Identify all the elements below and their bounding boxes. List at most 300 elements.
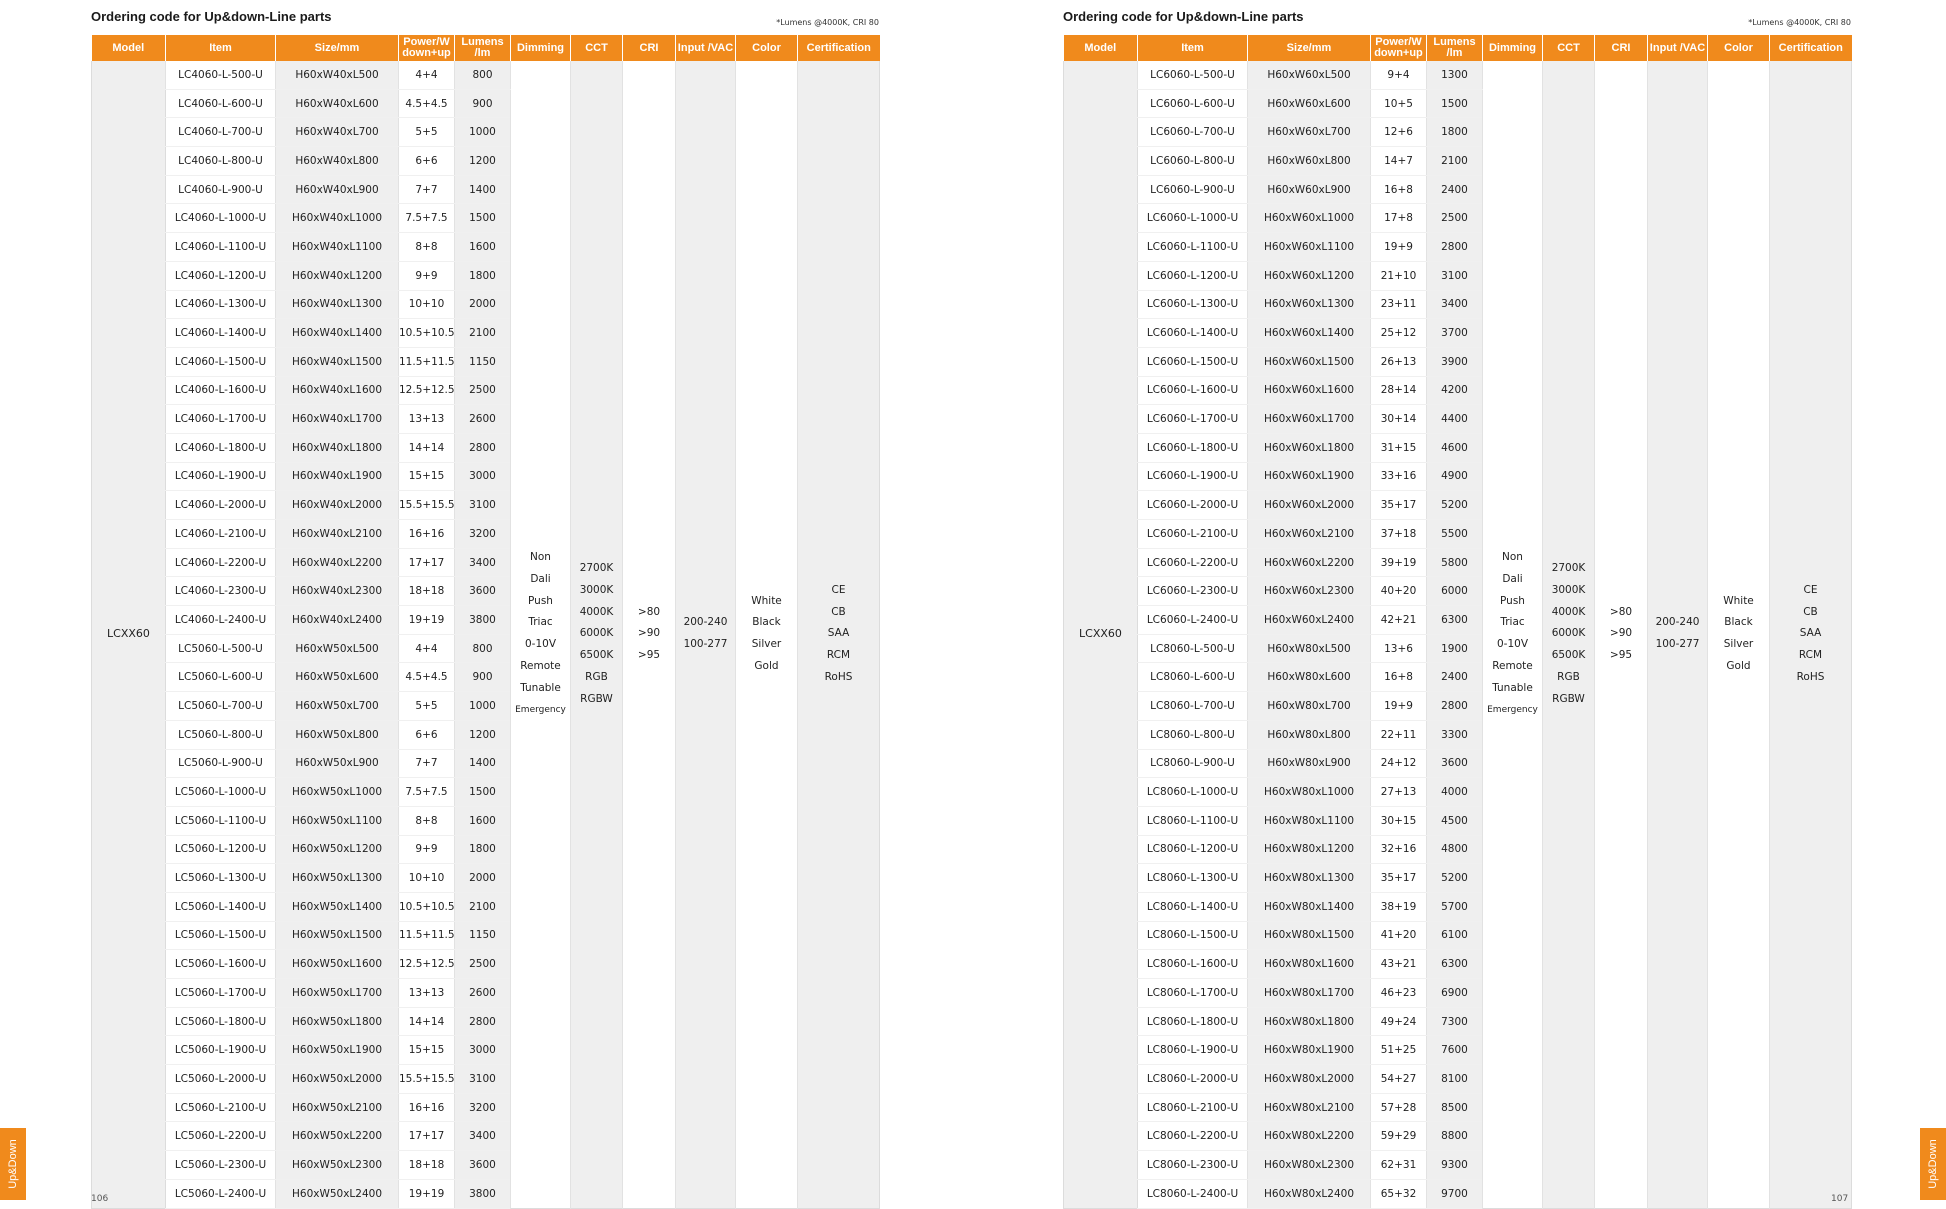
item-cell: LC5060-L-1700-U bbox=[166, 979, 276, 1008]
item-cell: LC8060-L-600-U bbox=[1138, 663, 1248, 692]
color-option: Silver bbox=[1723, 638, 1754, 651]
lumens-cell: 3600 bbox=[455, 577, 511, 606]
size-cell: H60xW40xL2000 bbox=[276, 491, 399, 520]
lumens-cell: 1000 bbox=[455, 692, 511, 721]
power-cell: 30+14 bbox=[1371, 405, 1427, 434]
certification-option: RoHS bbox=[824, 670, 853, 683]
certification-cell bbox=[1770, 61, 1852, 1208]
power-cell: 12+6 bbox=[1371, 118, 1427, 147]
section-side-tab[interactable] bbox=[0, 1128, 26, 1200]
cct-option: 2700K bbox=[1551, 561, 1586, 574]
lumens-cell: 1500 bbox=[455, 204, 511, 233]
header-power: Power/W down+up bbox=[399, 35, 455, 61]
item-cell: LC6060-L-1600-U bbox=[1138, 376, 1248, 405]
item-cell: LC6060-L-1100-U bbox=[1138, 233, 1248, 262]
certification-option: RCM bbox=[1798, 649, 1823, 662]
size-cell: H60xW40xL1300 bbox=[276, 290, 399, 319]
section-side-tab[interactable] bbox=[1920, 1128, 1946, 1200]
item-cell: LC6060-L-500-U bbox=[1138, 61, 1248, 89]
size-cell: H60xW40xL1900 bbox=[276, 462, 399, 491]
item-cell: LC6060-L-1500-U bbox=[1138, 347, 1248, 376]
power-cell: 16+16 bbox=[399, 1093, 455, 1122]
cct-option: 6500K bbox=[579, 649, 614, 662]
lumens-cell: 2800 bbox=[1427, 692, 1483, 721]
item-cell: LC5060-L-2100-U bbox=[166, 1093, 276, 1122]
certification-cell bbox=[798, 61, 880, 1208]
cct-option: 4000K bbox=[1551, 605, 1586, 618]
certification-option: CB bbox=[831, 605, 846, 618]
dimming-option: Remote bbox=[520, 660, 561, 673]
item-cell: LC6060-L-1200-U bbox=[1138, 261, 1248, 290]
item-cell: LC6060-L-2200-U bbox=[1138, 548, 1248, 577]
item-cell: LC4060-L-2100-U bbox=[166, 520, 276, 549]
size-cell: H60xW60xL2000 bbox=[1248, 491, 1371, 520]
header-certification: Certification bbox=[798, 35, 880, 61]
lumens-cell: 3300 bbox=[1427, 720, 1483, 749]
color-option: Black bbox=[752, 616, 781, 629]
cct-option: 6000K bbox=[579, 627, 614, 640]
section-side-tab-label: Up&Down bbox=[7, 1139, 19, 1189]
size-cell: H60xW80xL2100 bbox=[1248, 1093, 1371, 1122]
power-cell: 6+6 bbox=[399, 147, 455, 176]
size-cell: H60xW80xL1700 bbox=[1248, 979, 1371, 1008]
item-cell: LC4060-L-1800-U bbox=[166, 433, 276, 462]
header-dimming: Dimming bbox=[1483, 35, 1543, 61]
cct-option: RGB bbox=[585, 670, 608, 683]
ordering-table bbox=[1063, 35, 1852, 1209]
power-cell: 10.5+10.5 bbox=[399, 892, 455, 921]
input-option: 200-240 bbox=[1655, 616, 1700, 629]
header-power: Power/W down+up bbox=[1371, 35, 1427, 61]
item-cell: LC4060-L-1400-U bbox=[166, 319, 276, 348]
certification-option: SAA bbox=[827, 627, 850, 640]
size-cell: H60xW50xL1200 bbox=[276, 835, 399, 864]
lumens-cell: 2600 bbox=[455, 979, 511, 1008]
size-cell: H60xW60xL1900 bbox=[1248, 462, 1371, 491]
power-cell: 12.5+12.5 bbox=[399, 376, 455, 405]
lumens-cell: 4800 bbox=[1427, 835, 1483, 864]
dimming-option: Tunable bbox=[1492, 681, 1533, 694]
size-cell: H60xW80xL1100 bbox=[1248, 806, 1371, 835]
item-cell: LC6060-L-800-U bbox=[1138, 147, 1248, 176]
size-cell: H60xW40xL2300 bbox=[276, 577, 399, 606]
size-cell: H60xW40xL500 bbox=[276, 61, 399, 89]
lumens-cell: 1500 bbox=[1427, 89, 1483, 118]
item-cell: LC4060-L-1600-U bbox=[166, 376, 276, 405]
size-cell: H60xW50xL2000 bbox=[276, 1065, 399, 1094]
lumens-cell: 7600 bbox=[1427, 1036, 1483, 1065]
power-cell: 4+4 bbox=[399, 634, 455, 663]
lumens-cell: 4400 bbox=[1427, 405, 1483, 434]
power-cell: 14+7 bbox=[1371, 147, 1427, 176]
lumens-cell: 1400 bbox=[455, 175, 511, 204]
certification-option: RoHS bbox=[1796, 670, 1825, 683]
size-cell: H60xW40xL1800 bbox=[276, 433, 399, 462]
size-cell: H60xW80xL2400 bbox=[1248, 1179, 1371, 1208]
lumens-cell: 2100 bbox=[1427, 147, 1483, 176]
lumens-cell: 4000 bbox=[1427, 778, 1483, 807]
lumens-cell: 9300 bbox=[1427, 1151, 1483, 1180]
size-cell: H60xW60xL1600 bbox=[1248, 376, 1371, 405]
size-cell: H60xW50xL2300 bbox=[276, 1151, 399, 1180]
lumens-cell: 3100 bbox=[455, 1065, 511, 1094]
lumens-cell: 1200 bbox=[455, 720, 511, 749]
power-cell: 42+21 bbox=[1371, 606, 1427, 635]
item-cell: LC4060-L-1000-U bbox=[166, 204, 276, 233]
size-cell: H60xW80xL1900 bbox=[1248, 1036, 1371, 1065]
lumens-cell: 3800 bbox=[455, 606, 511, 635]
size-cell: H60xW60xL2100 bbox=[1248, 520, 1371, 549]
power-cell: 35+17 bbox=[1371, 491, 1427, 520]
size-cell: H60xW60xL1100 bbox=[1248, 233, 1371, 262]
input-option: 100-277 bbox=[1655, 638, 1700, 651]
size-cell: H60xW50xL1500 bbox=[276, 921, 399, 950]
size-cell: H60xW40xL1600 bbox=[276, 376, 399, 405]
table-row bbox=[1064, 61, 1852, 89]
power-cell: 65+32 bbox=[1371, 1179, 1427, 1208]
power-cell: 7+7 bbox=[399, 175, 455, 204]
header-input: Input /VAC bbox=[1648, 35, 1708, 61]
cct-option: RGBW bbox=[580, 692, 613, 705]
lumens-cell: 3000 bbox=[455, 1036, 511, 1065]
power-cell: 7+7 bbox=[399, 749, 455, 778]
item-cell: LC8060-L-2300-U bbox=[1138, 1151, 1248, 1180]
lumens-cell: 2800 bbox=[455, 433, 511, 462]
power-cell: 46+23 bbox=[1371, 979, 1427, 1008]
item-cell: LC8060-L-700-U bbox=[1138, 692, 1248, 721]
power-cell: 9+9 bbox=[399, 835, 455, 864]
color-option: White bbox=[751, 594, 782, 607]
power-cell: 4.5+4.5 bbox=[399, 663, 455, 692]
size-cell: H60xW40xL2200 bbox=[276, 548, 399, 577]
lumens-cell: 6300 bbox=[1427, 606, 1483, 635]
item-cell: LC8060-L-500-U bbox=[1138, 634, 1248, 663]
item-cell: LC4060-L-2400-U bbox=[166, 606, 276, 635]
item-cell: LC5060-L-2400-U bbox=[166, 1179, 276, 1208]
item-cell: LC6060-L-1400-U bbox=[1138, 319, 1248, 348]
header-model: Model bbox=[92, 35, 166, 61]
power-cell: 23+11 bbox=[1371, 290, 1427, 319]
dimming-option: Triac bbox=[528, 616, 553, 629]
lumens-cell: 2000 bbox=[455, 290, 511, 319]
lumens-cell: 2100 bbox=[455, 319, 511, 348]
power-cell: 9+4 bbox=[1371, 61, 1427, 89]
size-cell: H60xW80xL1500 bbox=[1248, 921, 1371, 950]
lumens-cell: 3400 bbox=[1427, 290, 1483, 319]
power-cell: 54+27 bbox=[1371, 1065, 1427, 1094]
size-cell: H60xW80xL1600 bbox=[1248, 950, 1371, 979]
power-cell: 30+15 bbox=[1371, 806, 1427, 835]
item-cell: LC5060-L-800-U bbox=[166, 720, 276, 749]
item-cell: LC5060-L-1800-U bbox=[166, 1007, 276, 1036]
size-cell: H60xW50xL1100 bbox=[276, 806, 399, 835]
size-cell: H60xW80xL1800 bbox=[1248, 1007, 1371, 1036]
header-cct: CCT bbox=[1543, 35, 1595, 61]
power-cell: 13+6 bbox=[1371, 634, 1427, 663]
lumens-cell: 8800 bbox=[1427, 1122, 1483, 1151]
size-cell: H60xW50xL2400 bbox=[276, 1179, 399, 1208]
power-cell: 8+8 bbox=[399, 806, 455, 835]
item-cell: LC5060-L-1500-U bbox=[166, 921, 276, 950]
power-cell: 43+21 bbox=[1371, 950, 1427, 979]
item-cell: LC5060-L-2000-U bbox=[166, 1065, 276, 1094]
power-cell: 11.5+11.5 bbox=[399, 347, 455, 376]
size-cell: H60xW80xL2200 bbox=[1248, 1122, 1371, 1151]
lumens-cell: 3000 bbox=[455, 462, 511, 491]
size-cell: H60xW60xL2200 bbox=[1248, 548, 1371, 577]
power-cell: 5+5 bbox=[399, 692, 455, 721]
cct-option: 6500K bbox=[1551, 649, 1586, 662]
certification-option: RCM bbox=[826, 649, 851, 662]
power-cell: 18+18 bbox=[399, 1151, 455, 1180]
power-cell: 19+19 bbox=[399, 1179, 455, 1208]
item-cell: LC4060-L-1900-U bbox=[166, 462, 276, 491]
lumens-cell: 6100 bbox=[1427, 921, 1483, 950]
dimming-option: Non bbox=[530, 551, 551, 564]
power-cell: 13+13 bbox=[399, 405, 455, 434]
page-number: 107 bbox=[1831, 1194, 1849, 1204]
cri-option: >95 bbox=[637, 649, 661, 662]
item-cell: LC8060-L-2200-U bbox=[1138, 1122, 1248, 1151]
size-cell: H60xW80xL600 bbox=[1248, 663, 1371, 692]
lumens-cell: 1200 bbox=[455, 147, 511, 176]
power-cell: 10+10 bbox=[399, 290, 455, 319]
lumens-cell: 3100 bbox=[455, 491, 511, 520]
dimming-option: Dali bbox=[530, 572, 551, 585]
lumens-cell: 3600 bbox=[455, 1151, 511, 1180]
lumens-cell: 1900 bbox=[1427, 634, 1483, 663]
lumens-cell: 9700 bbox=[1427, 1179, 1483, 1208]
size-cell: H60xW60xL2300 bbox=[1248, 577, 1371, 606]
lumens-cell: 800 bbox=[455, 634, 511, 663]
size-cell: H60xW80xL2000 bbox=[1248, 1065, 1371, 1094]
color-option: Black bbox=[1724, 616, 1753, 629]
dimming-option: Tunable bbox=[520, 681, 561, 694]
size-cell: H60xW50xL1900 bbox=[276, 1036, 399, 1065]
color-cell bbox=[1708, 61, 1770, 1208]
size-cell: H60xW50xL2200 bbox=[276, 1122, 399, 1151]
size-cell: H60xW60xL2400 bbox=[1248, 606, 1371, 635]
ordering-table bbox=[91, 35, 880, 1209]
lumens-cell: 1800 bbox=[455, 261, 511, 290]
dimming-option: Push bbox=[528, 594, 553, 607]
lumens-cell: 1400 bbox=[455, 749, 511, 778]
cri-cell bbox=[623, 61, 676, 1208]
page-title: Ordering code for Up&down-Line parts bbox=[91, 9, 332, 24]
lumens-cell: 1800 bbox=[1427, 118, 1483, 147]
item-cell: LC6060-L-700-U bbox=[1138, 118, 1248, 147]
lumens-cell: 2600 bbox=[455, 405, 511, 434]
header-cri: CRI bbox=[1595, 35, 1648, 61]
power-cell: 62+31 bbox=[1371, 1151, 1427, 1180]
header-lumens: Lumens /lm bbox=[455, 35, 511, 61]
power-cell: 28+14 bbox=[1371, 376, 1427, 405]
header-color: Color bbox=[1708, 35, 1770, 61]
cct-cell bbox=[571, 61, 623, 1208]
certification-option: CB bbox=[1803, 605, 1818, 618]
color-option: Silver bbox=[751, 638, 782, 651]
cct-option: 4000K bbox=[579, 605, 614, 618]
size-cell: H60xW50xL1300 bbox=[276, 864, 399, 893]
lumens-cell: 1150 bbox=[455, 921, 511, 950]
power-cell: 27+13 bbox=[1371, 778, 1427, 807]
lumens-cell: 3100 bbox=[1427, 261, 1483, 290]
size-cell: H60xW80xL900 bbox=[1248, 749, 1371, 778]
lumens-cell: 2000 bbox=[455, 864, 511, 893]
size-cell: H60xW50xL900 bbox=[276, 749, 399, 778]
cct-option: 3000K bbox=[1551, 583, 1586, 596]
item-cell: LC4060-L-1500-U bbox=[166, 347, 276, 376]
cct-option: 2700K bbox=[579, 561, 614, 574]
power-cell: 10+10 bbox=[399, 864, 455, 893]
header-size: Size/mm bbox=[276, 35, 399, 61]
dimming-cell bbox=[1483, 61, 1543, 1208]
header-cct: CCT bbox=[571, 35, 623, 61]
size-cell: H60xW40xL1400 bbox=[276, 319, 399, 348]
item-cell: LC8060-L-1400-U bbox=[1138, 892, 1248, 921]
lumens-cell: 3200 bbox=[455, 520, 511, 549]
lumens-cell: 3700 bbox=[1427, 319, 1483, 348]
color-option: Gold bbox=[754, 660, 779, 673]
lumens-cell: 4600 bbox=[1427, 433, 1483, 462]
size-cell: H60xW60xL900 bbox=[1248, 175, 1371, 204]
item-cell: LC6060-L-1700-U bbox=[1138, 405, 1248, 434]
lumens-cell: 2500 bbox=[455, 950, 511, 979]
power-cell: 10+5 bbox=[1371, 89, 1427, 118]
lumens-cell: 2400 bbox=[1427, 663, 1483, 692]
item-cell: LC4060-L-1700-U bbox=[166, 405, 276, 434]
size-cell: H60xW50xL2100 bbox=[276, 1093, 399, 1122]
item-cell: LC4060-L-800-U bbox=[166, 147, 276, 176]
power-cell: 19+9 bbox=[1371, 692, 1427, 721]
power-cell: 15+15 bbox=[399, 462, 455, 491]
lumens-cell: 1000 bbox=[455, 118, 511, 147]
header-input: Input /VAC bbox=[676, 35, 736, 61]
item-cell: LC6060-L-2000-U bbox=[1138, 491, 1248, 520]
dimming-option: Emergency bbox=[1487, 704, 1538, 715]
power-cell: 4.5+4.5 bbox=[399, 89, 455, 118]
lumens-cell: 7300 bbox=[1427, 1007, 1483, 1036]
dimming-option: Triac bbox=[1500, 616, 1525, 629]
size-cell: H60xW50xL700 bbox=[276, 692, 399, 721]
size-cell: H60xW80xL1300 bbox=[1248, 864, 1371, 893]
input-cell bbox=[676, 61, 736, 1208]
lumens-cell: 6900 bbox=[1427, 979, 1483, 1008]
lumens-cell: 8500 bbox=[1427, 1093, 1483, 1122]
header-certification: Certification bbox=[1770, 35, 1852, 61]
lumens-cell: 1500 bbox=[455, 778, 511, 807]
lumens-cell: 3800 bbox=[455, 1179, 511, 1208]
power-cell: 41+20 bbox=[1371, 921, 1427, 950]
size-cell: H60xW40xL1200 bbox=[276, 261, 399, 290]
power-cell: 16+16 bbox=[399, 520, 455, 549]
item-cell: LC5060-L-1300-U bbox=[166, 864, 276, 893]
item-cell: LC6060-L-2300-U bbox=[1138, 577, 1248, 606]
size-cell: H60xW60xL1400 bbox=[1248, 319, 1371, 348]
size-cell: H60xW60xL1500 bbox=[1248, 347, 1371, 376]
cri-option: >95 bbox=[1609, 649, 1633, 662]
item-cell: LC4060-L-1100-U bbox=[166, 233, 276, 262]
dimming-option: 0-10V bbox=[1496, 638, 1528, 651]
lumens-cell: 3400 bbox=[455, 1122, 511, 1151]
item-cell: LC8060-L-2000-U bbox=[1138, 1065, 1248, 1094]
power-cell: 57+28 bbox=[1371, 1093, 1427, 1122]
item-cell: LC6060-L-1300-U bbox=[1138, 290, 1248, 319]
item-cell: LC4060-L-1300-U bbox=[166, 290, 276, 319]
power-cell: 16+8 bbox=[1371, 663, 1427, 692]
power-cell: 21+10 bbox=[1371, 261, 1427, 290]
power-cell: 39+19 bbox=[1371, 548, 1427, 577]
lumens-cell: 900 bbox=[455, 663, 511, 692]
item-cell: LC8060-L-1800-U bbox=[1138, 1007, 1248, 1036]
size-cell: H60xW40xL2400 bbox=[276, 606, 399, 635]
input-cell bbox=[1648, 61, 1708, 1208]
power-cell: 31+15 bbox=[1371, 433, 1427, 462]
power-cell: 40+20 bbox=[1371, 577, 1427, 606]
lumens-cell: 1300 bbox=[1427, 61, 1483, 89]
power-cell: 7.5+7.5 bbox=[399, 778, 455, 807]
size-cell: H60xW80xL800 bbox=[1248, 720, 1371, 749]
item-cell: LC5060-L-500-U bbox=[166, 634, 276, 663]
dimming-cell bbox=[511, 61, 571, 1208]
lumens-cell: 3900 bbox=[1427, 347, 1483, 376]
item-cell: LC6060-L-2400-U bbox=[1138, 606, 1248, 635]
lumens-cell: 3200 bbox=[455, 1093, 511, 1122]
certification-option: CE bbox=[831, 583, 846, 596]
certification-option: CE bbox=[1803, 583, 1818, 596]
lumens-cell: 1800 bbox=[455, 835, 511, 864]
certification-option: SAA bbox=[1799, 627, 1822, 640]
item-cell: LC8060-L-800-U bbox=[1138, 720, 1248, 749]
power-cell: 12.5+12.5 bbox=[399, 950, 455, 979]
size-cell: H60xW50xL1600 bbox=[276, 950, 399, 979]
power-cell: 4+4 bbox=[399, 61, 455, 89]
size-cell: H60xW60xL500 bbox=[1248, 61, 1371, 89]
power-cell: 8+8 bbox=[399, 233, 455, 262]
dimming-option: Non bbox=[1502, 551, 1523, 564]
header-item: Item bbox=[1138, 35, 1248, 61]
header-model: Model bbox=[1064, 35, 1138, 61]
size-cell: H60xW80xL1000 bbox=[1248, 778, 1371, 807]
item-cell: LC6060-L-1900-U bbox=[1138, 462, 1248, 491]
lumens-cell: 2100 bbox=[455, 892, 511, 921]
size-cell: H60xW60xL600 bbox=[1248, 89, 1371, 118]
lumens-cell: 5500 bbox=[1427, 520, 1483, 549]
input-option: 200-240 bbox=[683, 616, 728, 629]
lumens-cell: 5200 bbox=[1427, 491, 1483, 520]
power-cell: 6+6 bbox=[399, 720, 455, 749]
cri-option: >90 bbox=[1609, 627, 1633, 640]
dimming-option: Push bbox=[1500, 594, 1525, 607]
lumens-cell: 5200 bbox=[1427, 864, 1483, 893]
power-cell: 59+29 bbox=[1371, 1122, 1427, 1151]
size-cell: H60xW50xL1800 bbox=[276, 1007, 399, 1036]
power-cell: 17+17 bbox=[399, 548, 455, 577]
size-cell: H60xW60xL1200 bbox=[1248, 261, 1371, 290]
lumens-cell: 8100 bbox=[1427, 1065, 1483, 1094]
size-cell: H60xW80xL500 bbox=[1248, 634, 1371, 663]
dimming-option: 0-10V bbox=[524, 638, 556, 651]
item-cell: LC5060-L-900-U bbox=[166, 749, 276, 778]
color-option: Gold bbox=[1726, 660, 1751, 673]
lumens-cell: 2500 bbox=[1427, 204, 1483, 233]
cct-option: RGBW bbox=[1552, 692, 1585, 705]
item-cell: LC8060-L-1700-U bbox=[1138, 979, 1248, 1008]
size-cell: H60xW80xL2300 bbox=[1248, 1151, 1371, 1180]
item-cell: LC4060-L-2000-U bbox=[166, 491, 276, 520]
size-cell: H60xW40xL1700 bbox=[276, 405, 399, 434]
item-cell: LC4060-L-500-U bbox=[166, 61, 276, 89]
